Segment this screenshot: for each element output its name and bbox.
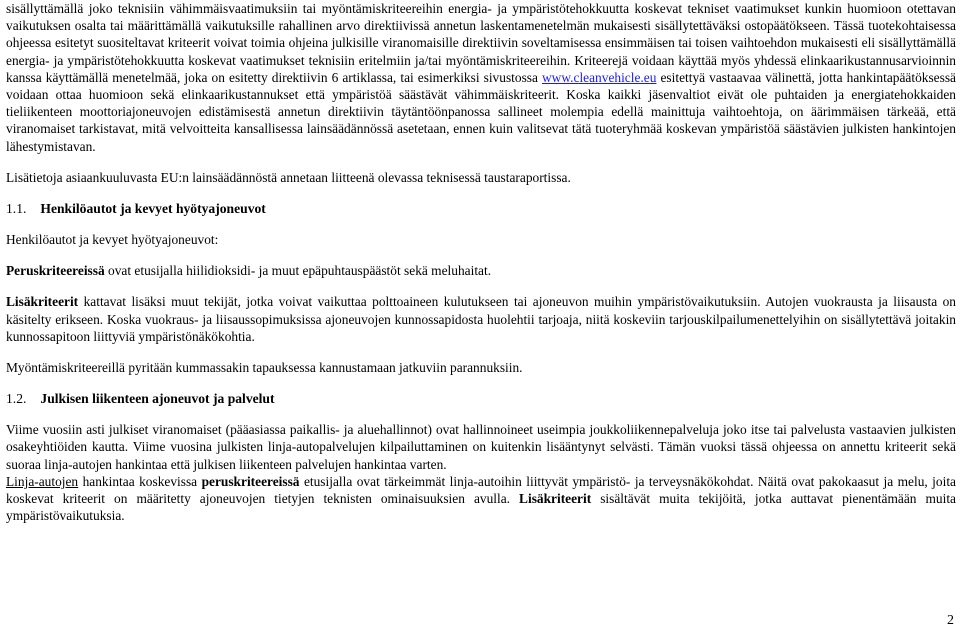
cleanvehicle-link[interactable]: www.cleanvehicle.eu [542, 69, 657, 85]
document-page [6, 0, 956, 524]
page-number: 2 [947, 613, 954, 628]
section-number: 1.1. [6, 201, 27, 217]
paragraph-core-criteria: Peruskriteereissä ovat etusijalla hiilidioksidi- ja muut epäpuhtauspäästöt sekä meluhaitat. [6, 263, 492, 279]
section-heading-1-1 [6, 200, 956, 217]
section-title: Julkisen liikenteen ajoneuvot ja palvelut [40, 391, 275, 407]
section-heading-1-2 [6, 390, 956, 407]
paragraph-bus-criteria: Linja-autojen hankintaa koskevissa peruskriteereissä etusijalla ovat tärkeimmät linja-autoihin liittyvät ympäristö- ja terveysnäkökohdat. Näitä ovat pakokaasut ja melu, joita koskevat kriteerit on määritetty ajoneuvojen tietyjen teknisten ominaisuuksien avulla. Lisäkriteerit sisältävät muita tekijöitä, jotka auttavat pienentämään muita ympäristövaikutuksia. [6, 473, 956, 524]
paragraph-comprehensive-criteria: Lisäkriteerit kattavat lisäksi muut tekijät, jotka voivat vaikuttaa polttoaineen kulutukseen tai ajoneuvon muihin ympäristövaikutuksiin. Autojen vuokrausta ja liisausta on käsitelty erikseen. Koska vuokraus- ja liisaussopimuksissa ajoneuvojen kunnossapidosta huolehtii tarjoaja, niitä koskeviin tarjouskilpailumenettelyihin on sisällytettävä joitakin kunnossapitoon liittyviä ympäristönäkökohtia. [6, 294, 956, 344]
section-number: 1.2. [6, 391, 27, 407]
paragraph-cars-intro: Henkilöautot ja kevyet hyötyajoneuvot: [6, 232, 219, 248]
section-title: Henkilöautot ja kevyet hyötyajoneuvot [40, 201, 266, 217]
paragraph-award-criteria: Myöntämiskriteereillä pyritään kummassakin tapauksessa kannustamaan jatkuviin parannuksiin. [6, 360, 523, 376]
paragraph-further-info: Lisätietoja asiaankuuluvasta EU:n lainsäädännöstä annetaan liitteenä olevassa teknisessä taustaraportissa. [6, 169, 571, 185]
paragraph-public-transport: Viime vuosiin asti julkiset viranomaiset (pääasiassa paikallis- ja aluehallinnot) ovat hallinnoineet useimpia joukkoliikennepalveluja joko itse tai palvelusta vastaavien julkisten osakeyhtiöiden kautta. Viime vuosina julkisten linja-autopalvelujen kilpailuttaminen on kuitenkin lisääntynyt selvästi. Tämän vuoksi tässä ohjeessa on annettu kriteerit sekä suoraa linja-autojen hankintaa että julkisen liikenteen palvelujen hankintaa varten. [6, 422, 956, 472]
paragraph-directive-options: sisällyttämällä joko teknisiin vähimmäisvaatimuksiin tai myöntämiskriteereihin energia- ja ympäristötehokkuutta koskevat tekniset vaatimukset kunkin huomioon otettavan vaikutuksen osalta tai määrittämällä vaikutuksille rahallinen arvo direktiivissä annetun laskentamenetelmän mukaisesti sisällytettäväksi ostopäätökseen. Tässä tuotekohtaisessa ohjeessa esitetyt suositeltavat kriteerit voivat toimia ohjeina julkisille viranomaisille direktiivin soveltamisessa ensimmäisen tai toisen vaihtoehdon mukaisesti eli sisällyttämällä energia- ja ympäristötehokkuutta koskevat vaatimukset teknisiin eritelmiin ja/tai myöntämiskriteereihin. Kriteerejä voidaan käyttää myös yhdessä elinkaarikustannusarvioinnin kanssa käyttämällä menetelmää, joka on esitetty direktiivin 6 artiklassa, tai esimerkiksi sivustossa www.cleanvehicle.eu esitettyä vastaavaa välinettä, jotta hankintapäätöksessä voidaan ottaa huomioon sekä elinkaarikustannukset että ympäristöä säästävät vähimmäiskriteerit. Koska kaikki jäsenvaltiot eivät ole puhtaiden ja energiatehokkaiden tieliikenteen moottoriajoneuvojen edistämisestä annetun direktiivin täytäntöönpanossa sallineet molempia edellä mainittuja vaihtoehtoja, on äärimmäisen tärkeää, että viranomaiset tarkistavat, mitä velvoitteita kansallisessa lainsäädännössä asetetaan, ennen kuin valitsevat tätä tuoteryhmää koskevan ympäristöä säästävien julkisten hankintojen lähestymistavan. [6, 1, 956, 154]
